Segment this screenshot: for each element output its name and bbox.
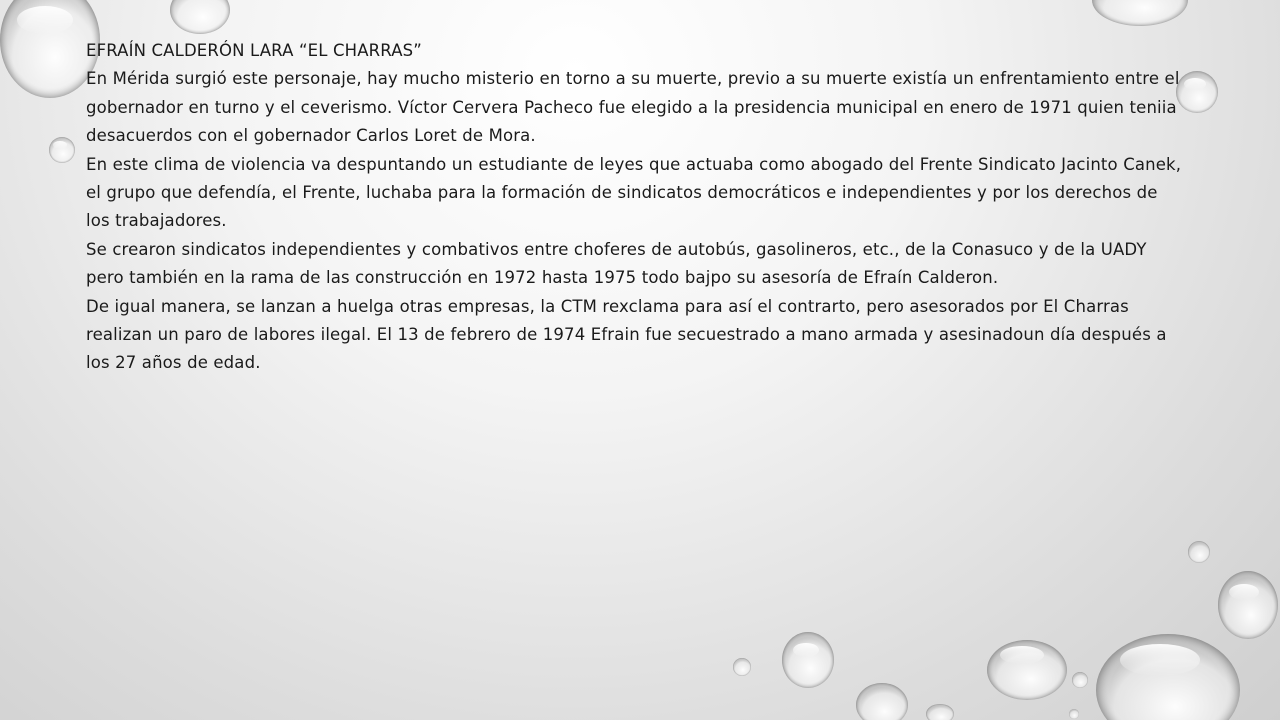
slide-paragraph: En Mérida surgió este personaje, hay mucho misterio en torno a su muerte, previo a su muerte existía un enfrentamiento entre el gobernador en turno y el ceverismo. Víctor Cervera Pacheco fue elegido a la presidencia municipal en enero de 1971 quien teniia desacuerdos con el gobernador Carlos Loret de Mora.	[86, 69, 1180, 146]
water-drop-icon	[1218, 571, 1278, 639]
slide-paragraph: Se crearon sindicatos independientes y combativos entre choferes de autobús, gasolineros, etc., de la Conasuco y de la UADY pero también en la rama de las construcción en 1972 hasta 1975 todo bajpo su asesoría de Efraín Calderon.	[86, 239, 1147, 288]
water-drop-icon	[0, 0, 100, 98]
water-drop-icon	[987, 640, 1067, 700]
slide-paragraph: De igual manera, se lanzan a huelga otras empresas, la CTM rexclama para así el contrarto, pero asesorados por El Charras realizan un paro de labores ilegal. El 13 de febrero de 1974 Efrain fue secuestrado a mano armada y asesinadoun día después a los 27 años de edad.	[86, 296, 1167, 373]
water-drop-icon	[1092, 0, 1188, 26]
slide-text-body	[86, 37, 1186, 378]
water-drop-icon	[733, 658, 751, 676]
water-drop-icon	[782, 632, 834, 688]
slide-paragraph: En este clima de violencia va despuntando un estudiante de leyes que actuaba como abogado del Frente Sindicato Jacinto Canek, el grupo que defendía, el Frente, luchaba para la formación de sindicatos democráticos e independientes y por los derechos de los trabajadores.	[86, 154, 1182, 231]
water-drop-icon	[1069, 709, 1079, 719]
water-drop-icon	[926, 704, 954, 720]
water-drop-icon	[1096, 634, 1240, 720]
water-drop-icon	[49, 137, 75, 163]
slide-title: EFRAÍN CALDERÓN LARA “EL CHARRAS”	[86, 41, 422, 60]
water-drop-icon	[1072, 672, 1088, 688]
water-drop-icon	[170, 0, 230, 34]
water-drop-icon	[856, 683, 908, 720]
water-drop-icon	[1188, 541, 1210, 563]
